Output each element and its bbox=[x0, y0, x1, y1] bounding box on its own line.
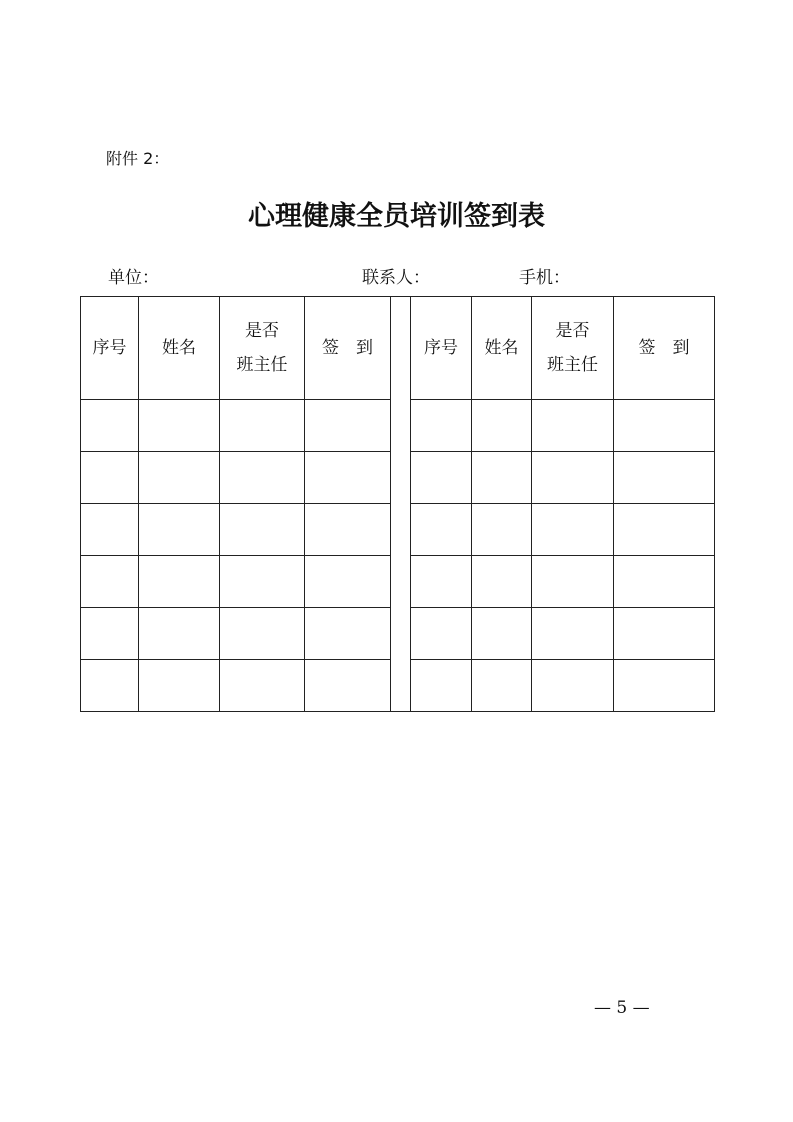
cell-no[interactable] bbox=[411, 400, 472, 452]
cell-name[interactable] bbox=[472, 452, 532, 504]
cell-no[interactable] bbox=[411, 452, 472, 504]
cell-name[interactable] bbox=[472, 504, 532, 556]
cell-head-teacher[interactable] bbox=[220, 504, 305, 556]
cell-sign[interactable] bbox=[614, 400, 715, 452]
header-sign-right: 签 到 bbox=[614, 297, 715, 400]
cell-no[interactable] bbox=[81, 452, 139, 504]
cell-sign[interactable] bbox=[614, 556, 715, 608]
cell-no[interactable] bbox=[411, 660, 472, 712]
cell-sign[interactable] bbox=[305, 608, 391, 660]
cell-sign[interactable] bbox=[305, 660, 391, 712]
page-title: 心理健康全员培训签到表 bbox=[248, 201, 545, 232]
header-head-teacher-line1-right: 是否 bbox=[555, 321, 590, 341]
cell-name[interactable] bbox=[472, 556, 532, 608]
cell-head-teacher[interactable] bbox=[220, 556, 305, 608]
cell-no[interactable] bbox=[81, 608, 139, 660]
sign-in-table bbox=[80, 296, 715, 712]
header-name: 姓名 bbox=[139, 297, 220, 400]
header-head-teacher-right bbox=[532, 297, 614, 400]
contact-label: 联系人： bbox=[362, 268, 430, 288]
cell-head-teacher[interactable] bbox=[532, 556, 614, 608]
header-head-teacher bbox=[220, 297, 305, 400]
cell-no[interactable] bbox=[81, 400, 139, 452]
cell-sign[interactable] bbox=[305, 504, 391, 556]
cell-head-teacher[interactable] bbox=[220, 608, 305, 660]
header-sign: 签 到 bbox=[305, 297, 391, 400]
header-head-teacher-line2: 班主任 bbox=[236, 355, 288, 375]
cell-head-teacher[interactable] bbox=[220, 660, 305, 712]
cell-head-teacher[interactable] bbox=[532, 504, 614, 556]
cell-no[interactable] bbox=[411, 556, 472, 608]
header-row bbox=[81, 297, 715, 400]
cell-name[interactable] bbox=[139, 504, 220, 556]
cell-name[interactable] bbox=[472, 660, 532, 712]
unit-label: 单位： bbox=[108, 268, 159, 288]
cell-sign[interactable] bbox=[305, 400, 391, 452]
cell-head-teacher[interactable] bbox=[532, 660, 614, 712]
cell-sign[interactable] bbox=[614, 660, 715, 712]
attachment-label: 附件 2： bbox=[106, 149, 170, 168]
cell-no[interactable] bbox=[411, 504, 472, 556]
cell-no[interactable] bbox=[411, 608, 472, 660]
cell-head-teacher[interactable] bbox=[532, 452, 614, 504]
header-name-right: 姓名 bbox=[472, 297, 532, 400]
cell-name[interactable] bbox=[472, 608, 532, 660]
cell-head-teacher[interactable] bbox=[220, 452, 305, 504]
cell-sign[interactable] bbox=[305, 556, 391, 608]
cell-head-teacher[interactable] bbox=[220, 400, 305, 452]
header-head-teacher-line2-right: 班主任 bbox=[547, 355, 598, 375]
cell-name[interactable] bbox=[139, 660, 220, 712]
header-head-teacher-line1: 是否 bbox=[245, 321, 279, 341]
cell-sign[interactable] bbox=[614, 504, 715, 556]
cell-head-teacher[interactable] bbox=[532, 608, 614, 660]
cell-name[interactable] bbox=[472, 400, 532, 452]
cell-no[interactable] bbox=[81, 660, 139, 712]
table-divider bbox=[391, 297, 411, 712]
cell-sign[interactable] bbox=[614, 452, 715, 504]
header-no-right: 序号 bbox=[411, 297, 472, 400]
cell-sign[interactable] bbox=[614, 608, 715, 660]
cell-name[interactable] bbox=[139, 400, 220, 452]
cell-no[interactable] bbox=[81, 556, 139, 608]
header-no: 序号 bbox=[81, 297, 139, 400]
cell-name[interactable] bbox=[139, 556, 220, 608]
phone-label: 手机： bbox=[519, 268, 570, 288]
cell-sign[interactable] bbox=[305, 452, 391, 504]
cell-head-teacher[interactable] bbox=[532, 400, 614, 452]
cell-no[interactable] bbox=[81, 504, 139, 556]
cell-name[interactable] bbox=[139, 608, 220, 660]
cell-name[interactable] bbox=[139, 452, 220, 504]
page-number: — 5 — bbox=[594, 998, 650, 1018]
